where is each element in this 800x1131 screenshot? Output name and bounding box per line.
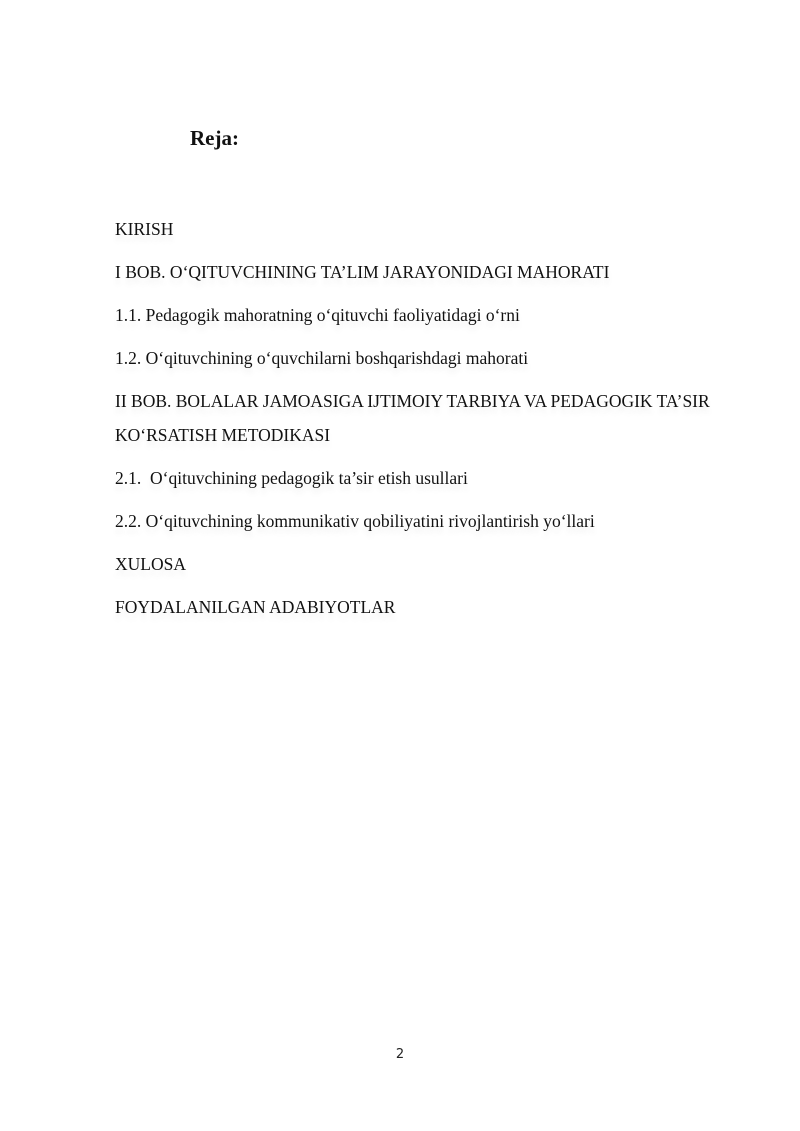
page-number: 2 <box>395 1047 405 1062</box>
plan-heading: Reja: <box>190 126 239 150</box>
toc-item-chapter-2: II BOB. BOLALAR JAMOASIGA IJTIMOIY TARBIYA VA PEDAGOGIK TA’SIR KO‘RSATISH METODIKASI <box>115 391 715 445</box>
toc-item-section-2-1: 2.1. O‘qituvchining pedagogik ta’sir etish usullari <box>115 468 468 488</box>
toc-item-section-2-2: 2.2. O‘qituvchining kommunikativ qobiliyatini rivojlantirish yo‘llari <box>115 511 595 531</box>
toc-item-introduction: KIRISH <box>115 219 174 239</box>
toc-item-conclusion: XULOSA <box>115 554 186 574</box>
toc-item-references: FOYDALANILGAN ADABIYOTLAR <box>115 597 396 617</box>
toc-item-chapter-1: I BOB. O‘QITUVCHINING TA’LIM JARAYONIDAGI MAHORATI <box>115 262 610 282</box>
table-of-contents <box>115 212 715 633</box>
toc-item-section-1-1: 1.1. Pedagogik mahoratning o‘qituvchi faoliyatidagi o‘rni <box>115 305 520 325</box>
toc-item-section-1-2: 1.2. O‘qituvchining o‘quvchilarni boshqarishdagi mahorati <box>115 348 529 368</box>
